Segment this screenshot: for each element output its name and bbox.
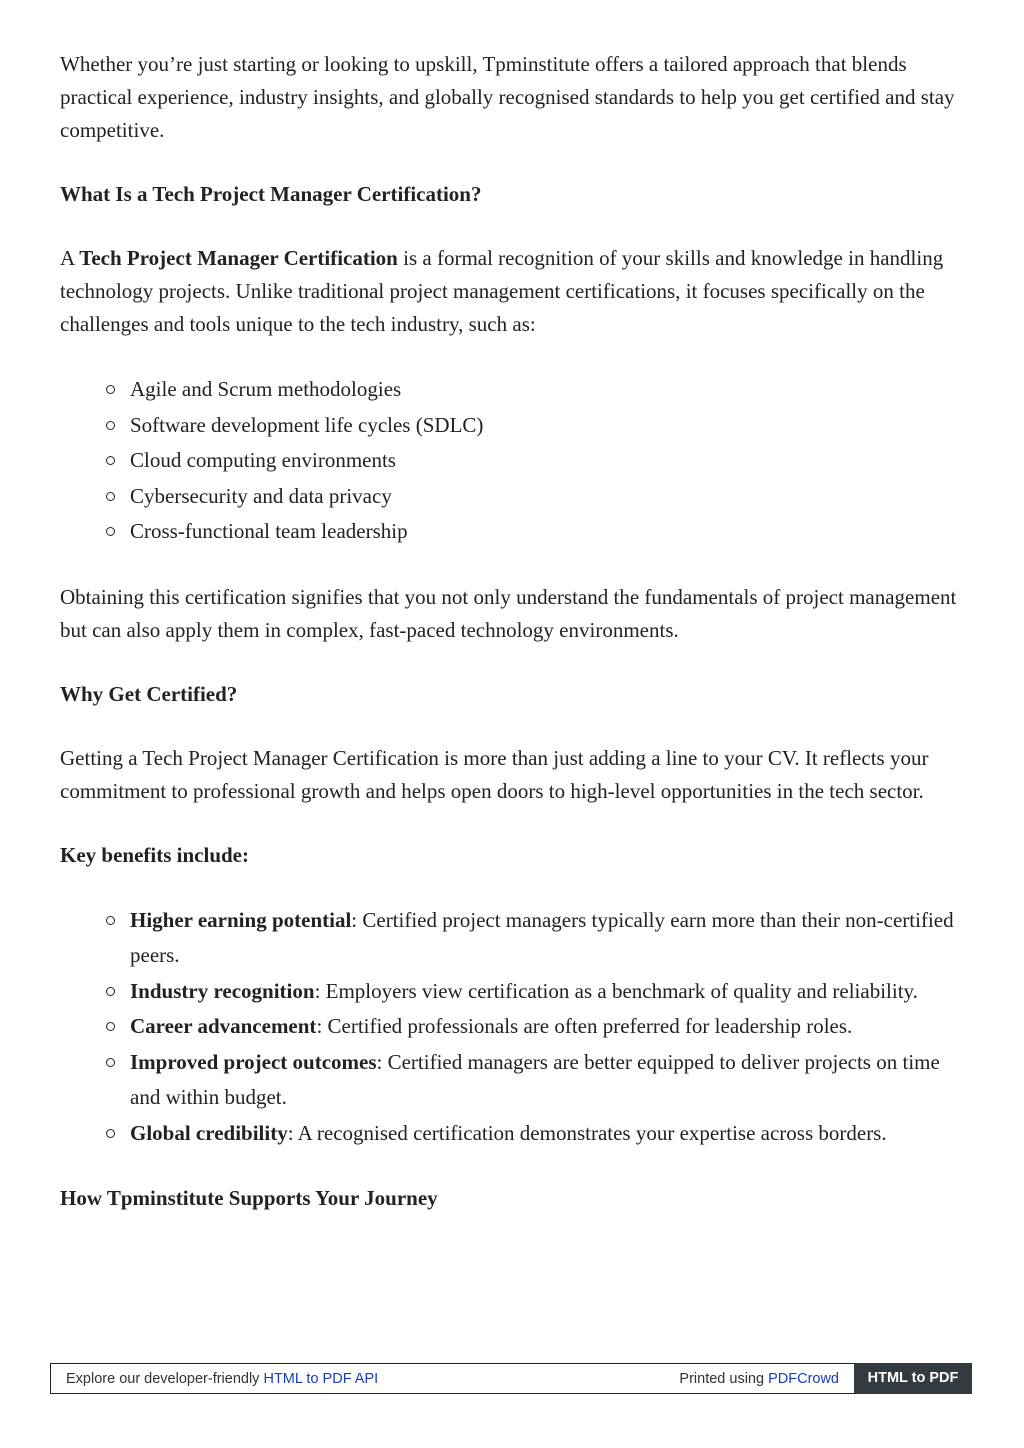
circle-bullet-icon	[106, 1129, 115, 1138]
list-item: Improved project outcomes: Certified managers are better equipped to deliver projects on time and within budget.	[130, 1045, 960, 1116]
list-item: Cross-functional team leadership	[130, 514, 960, 550]
circle-bullet-icon	[106, 456, 115, 465]
list-item: Higher earning potential: Certified project managers typically earn more than their non-certified peers.	[130, 903, 960, 974]
list-item: Cloud computing environments	[130, 443, 960, 479]
footer-printed-text: Printed using PDFCrowd	[679, 1371, 839, 1387]
html-to-pdf-api-link[interactable]: HTML to PDF API	[263, 1371, 379, 1387]
intro-paragraph: Whether you’re just starting or looking to upskill, Tpminstitute offers a tailored approach that blends practical experience, industry insights, and globally recognised standards to help you get certified and stay competitive.	[60, 52, 955, 142]
html-to-pdf-badge-button[interactable]: HTML to PDF	[854, 1363, 972, 1394]
section-heading-what-is: What Is a Tech Project Manager Certification?	[60, 182, 482, 206]
benefits-subheading: Key benefits include:	[60, 842, 249, 867]
pdfcrowd-link[interactable]: PDFCrowd	[768, 1371, 839, 1387]
circle-bullet-icon	[106, 987, 115, 996]
definition-paragraph: A Tech Project Manager Certification is a formal recognition of your skills and knowledge in handling technology projects. Unlike traditional project management certifications, it focuses specifically on the challenges and tools unique to the tech industry, such as:	[60, 246, 944, 336]
circle-bullet-icon	[106, 421, 115, 430]
section-heading-how: How Tpminstitute Supports Your Journey	[60, 1186, 438, 1210]
list-item: Industry recognition: Employers view certification as a benchmark of quality and reliability.	[130, 974, 960, 1010]
section-heading-why: Why Get Certified?	[60, 681, 238, 706]
circle-bullet-icon	[106, 1058, 115, 1067]
topics-list	[60, 372, 960, 550]
footer-promo-text: Explore our developer-friendly HTML to PDF API	[66, 1371, 379, 1387]
list-item: Software development life cycles (SDLC)	[130, 408, 960, 444]
list-item: Global credibility: A recognised certification demonstrates your expertise across borders.	[130, 1116, 960, 1152]
pdfcrowd-footer	[50, 1363, 972, 1394]
why-paragraph: Getting a Tech Project Manager Certification is more than just adding a line to your CV. It reflects your commitment to professional growth and helps open doors to high-level opportunities in the tech sector.	[60, 745, 929, 803]
article-content	[60, 48, 960, 1246]
circle-bullet-icon	[106, 916, 115, 925]
circle-bullet-icon	[106, 527, 115, 536]
significance-paragraph: Obtaining this certification signifies that you not only understand the fundamentals of project management but can also apply them in complex, fast-paced technology environments.	[60, 584, 957, 642]
circle-bullet-icon	[106, 1022, 115, 1031]
benefits-list	[60, 903, 960, 1152]
circle-bullet-icon	[106, 492, 115, 501]
list-item: Agile and Scrum methodologies	[130, 372, 960, 408]
list-item: Cybersecurity and data privacy	[130, 479, 960, 515]
circle-bullet-icon	[106, 385, 115, 394]
list-item: Career advancement: Certified professionals are often preferred for leadership roles.	[130, 1009, 960, 1045]
definition-term: Tech Project Manager Certification	[79, 246, 398, 270]
